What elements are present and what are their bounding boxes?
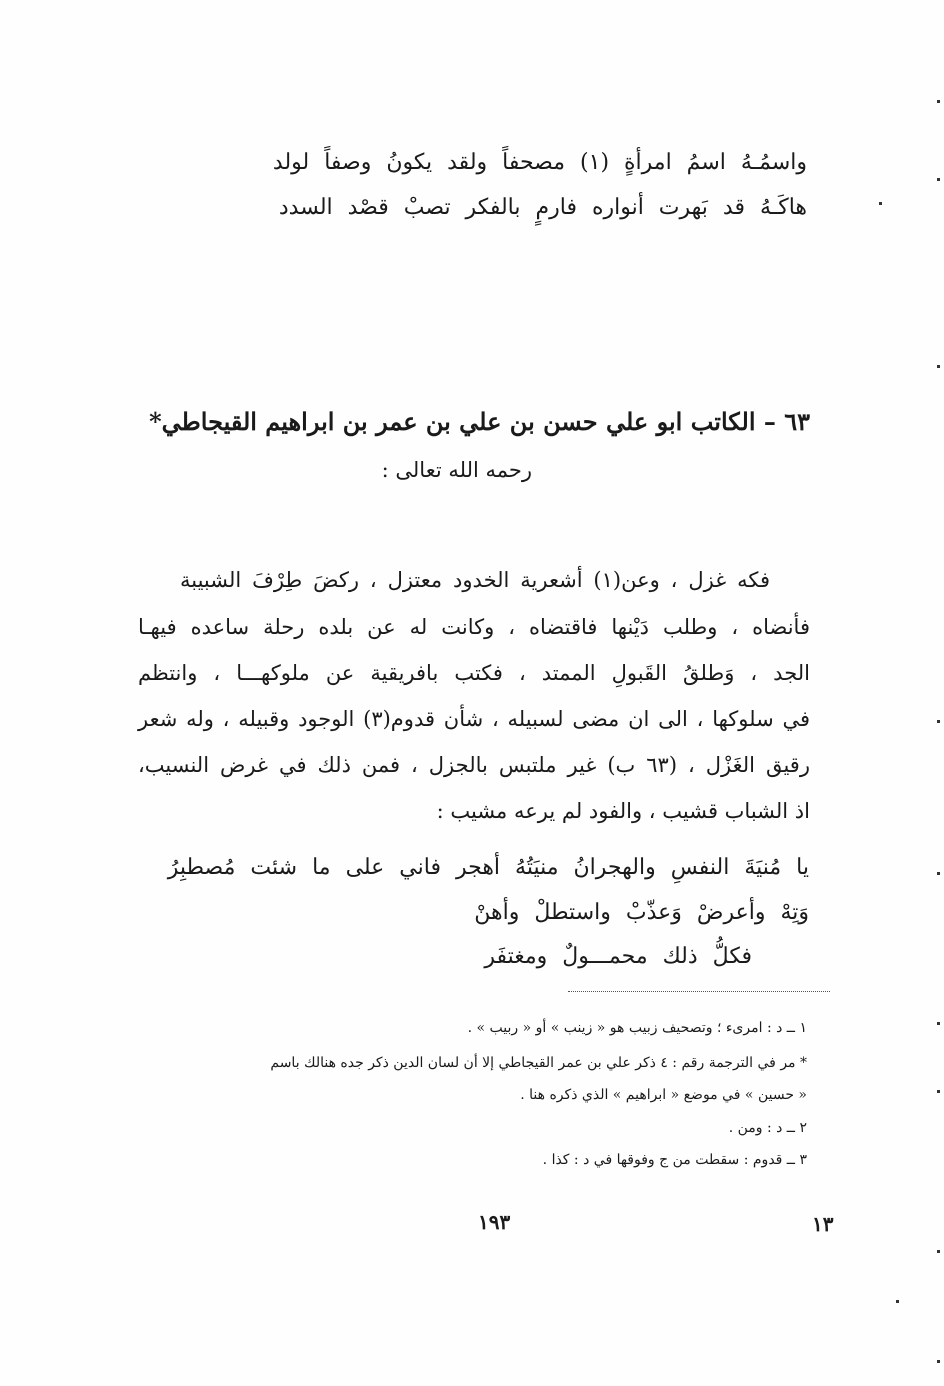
entry-subheading: رحمه الله تعالى : xyxy=(381,458,532,482)
scan-speck xyxy=(896,1300,899,1303)
scan-speck xyxy=(937,178,940,181)
footnote-asterisk-cont: « حسين » في موضع « ابراهيم » الذي ذكره هنا . xyxy=(520,1087,807,1103)
scan-speck xyxy=(937,1022,940,1025)
footnote-1: ١ ــ د : امرىء ؛ وتصحيف زبيب هو « زينب » أو « ربيب » . xyxy=(467,1020,807,1036)
scan-speck xyxy=(937,1090,940,1093)
scan-speck xyxy=(937,1250,940,1253)
poem-line-1: واسمُـهُ اسمُ امرأةٍ (١) مصحفاً ولقد يكونُ وصفاً لولد xyxy=(272,150,807,175)
scan-speck xyxy=(937,100,940,103)
entry-heading: ٦٣ – الكاتب ابو علي حسن بن علي بن عمر بن ابراهيم القيجاطي* xyxy=(149,407,810,436)
paragraph-line: فأنضاه ، وطلب دَيْنها فاقتضاه ، وكانت له عن بلده رحلة ساعده فيهـا xyxy=(138,615,810,639)
verse-line: يا مُنيَةَ النفسِ والهجرانُ منيَتُهُ أهجر فاني على ما شئت مُصطبِرُ xyxy=(167,855,809,880)
footnote-asterisk: * مر في الترجمة رقم : ٤ ذكر علي بن عمر القيجاطي إلا أن لسان الدين ذكر جده هنالك باسم xyxy=(270,1055,807,1071)
signature-number: ١٣ xyxy=(812,1212,834,1236)
page-number: ١٩٣ xyxy=(478,1210,511,1234)
verse-line: وَتِهْ وأعرضْ وَعذّبْ واستطلْ وأهنْ xyxy=(474,900,809,925)
paragraph-line: في سلوكها ، الى ان مضى لسبيله ، شأن قدوم(٣) الوجود وقبيله ، وله شعر xyxy=(138,707,810,731)
paragraph-line: فكه غزل ، وعن(١) أشعرية الخدود معتزل ، ركضَ طِرْفَ الشبيبة xyxy=(180,568,770,592)
footnote-2: ٢ ــ د : ومن . xyxy=(728,1120,807,1136)
scan-speck xyxy=(937,365,940,368)
scan-speck xyxy=(879,202,882,205)
scan-speck xyxy=(937,1360,940,1363)
paragraph-line: رقيق الغَزْل ، (٦٣ ب) غير ملتبس بالجزل ، فمن ذلك في غرض النسيب، xyxy=(138,753,810,777)
paragraph-line: الجد ، وَطلقُ القَبولِ الممتد ، فكتب بافريقية عن ملوكهـــا ، وانتظم xyxy=(138,661,810,685)
scan-speck xyxy=(937,720,940,723)
footnote-3: ٣ ــ قدوم : سقطت من ج وفوقها في د : كذا . xyxy=(542,1152,807,1168)
scan-speck xyxy=(937,872,940,875)
poem-line-2: هاكَـهُ قد بَهرت أنواره فارمٍ بالفكر تصبْ قصْد السدد xyxy=(278,195,807,220)
verse-line: فكلُّ ذلك محمـــولٌ ومغتفَر xyxy=(484,944,752,969)
footnote-separator xyxy=(568,991,830,992)
paragraph-line: اذ الشباب قشيب ، والفود لم يرعه مشيب : xyxy=(436,799,810,823)
